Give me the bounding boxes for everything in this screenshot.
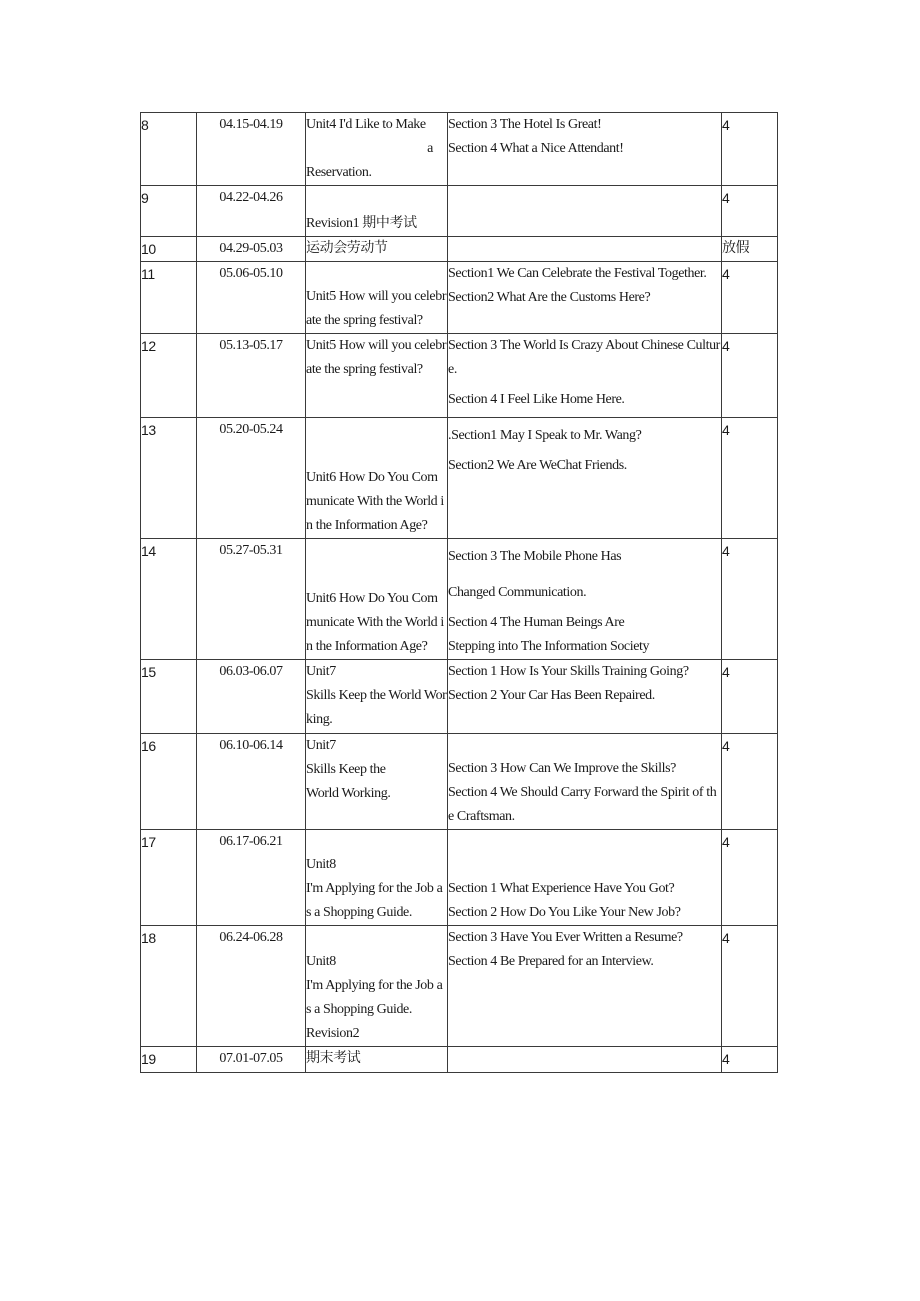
date-range: 05.20-05.24 [197, 418, 306, 539]
date-range: 06.10-06.14 [197, 734, 306, 830]
hours-cell: 4 [722, 830, 778, 926]
table-row [141, 418, 778, 539]
table-row [141, 186, 778, 237]
week-number: 13 [141, 418, 197, 539]
sections-cell: Section 1 How Is Your Skills Training Going? Section 2 Your Car Has Been Repaired. [448, 660, 722, 734]
week-number: 14 [141, 539, 197, 660]
hours-cell: 4 [722, 734, 778, 830]
sections-cell: Section 3 The World Is Crazy About Chinese Culture. Section 4 I Feel Like Home Here. [448, 334, 722, 418]
unit-cell: Unit8 I'm Applying for the Job as a Shopping Guide. [306, 830, 448, 926]
sections-cell: Section 3 Have You Ever Written a Resume? Section 4 Be Prepared for an Interview. [448, 926, 722, 1047]
unit-cell: Unit6 How Do You Communicate With the World in the Information Age? [306, 418, 448, 539]
table-row [141, 113, 778, 186]
date-range: 04.22-04.26 [197, 186, 306, 237]
date-range: 07.01-07.05 [197, 1047, 306, 1073]
sections-cell: Section1 We Can Celebrate the Festival Together. Section2 What Are the Customs Here? [448, 262, 722, 334]
sections-cell [448, 186, 722, 237]
hours-cell: 4 [722, 262, 778, 334]
week-number: 12 [141, 334, 197, 418]
date-range: 04.15-04.19 [197, 113, 306, 186]
week-number: 19 [141, 1047, 197, 1073]
sections-cell: Section 3 How Can We Improve the Skills? Section 4 We Should Carry Forward the Spirit of the Craftsman. [448, 734, 722, 830]
teaching-schedule-table [140, 112, 778, 1073]
unit-cell: 运动会劳动节 [306, 237, 448, 262]
week-number: 15 [141, 660, 197, 734]
table-row [141, 539, 778, 660]
sections-cell: Section 1 What Experience Have You Got? Section 2 How Do You Like Your New Job? [448, 830, 722, 926]
unit-cell: 期末考试 [306, 1047, 448, 1073]
unit-cell: Unit7 Skills Keep the World Working. [306, 734, 448, 830]
unit-cell: Unit5 How will you celebrate the spring festival? [306, 334, 448, 418]
unit-cell: Unit5 How will you celebrate the spring festival? [306, 262, 448, 334]
hours-cell: 放假 [722, 237, 778, 262]
sections-cell: Section 3 The Mobile Phone Has Changed Communication. Section 4 The Human Beings Are Stepping into The Information Society [448, 539, 722, 660]
hours-cell: 4 [722, 113, 778, 186]
table-row [141, 830, 778, 926]
table-row [141, 734, 778, 830]
sections-cell [448, 237, 722, 262]
sections-cell: Section 3 The Hotel Is Great! Section 4 What a Nice Attendant! [448, 113, 722, 186]
unit-cell: Revision1 期中考试 [306, 186, 448, 237]
date-range: 04.29-05.03 [197, 237, 306, 262]
hours-cell: 4 [722, 334, 778, 418]
week-number: 18 [141, 926, 197, 1047]
unit-cell: Unit8 I'm Applying for the Job as a Shopping Guide. Revision2 [306, 926, 448, 1047]
date-range: 06.03-06.07 [197, 660, 306, 734]
table-row [141, 1047, 778, 1073]
sections-cell: .Section1 May I Speak to Mr. Wang? Section2 We Are WeChat Friends. [448, 418, 722, 539]
hours-cell: 4 [722, 539, 778, 660]
week-number: 11 [141, 262, 197, 334]
date-range: 06.24-06.28 [197, 926, 306, 1047]
hours-cell: 4 [722, 1047, 778, 1073]
table-row [141, 926, 778, 1047]
unit-cell: Unit6 How Do You Communicate With the World in the Information Age? [306, 539, 448, 660]
hours-cell: 4 [722, 186, 778, 237]
week-number: 16 [141, 734, 197, 830]
unit-cell: Unit4 I'd Like to Make a Reservation. [306, 113, 448, 186]
hours-cell: 4 [722, 926, 778, 1047]
week-number: 9 [141, 186, 197, 237]
date-range: 05.13-05.17 [197, 334, 306, 418]
table-row [141, 262, 778, 334]
date-range: 05.27-05.31 [197, 539, 306, 660]
sections-cell [448, 1047, 722, 1073]
hours-cell: 4 [722, 660, 778, 734]
date-range: 06.17-06.21 [197, 830, 306, 926]
date-range: 05.06-05.10 [197, 262, 306, 334]
unit-cell: Unit7 Skills Keep the World Working. [306, 660, 448, 734]
week-number: 8 [141, 113, 197, 186]
hours-cell: 4 [722, 418, 778, 539]
table-row [141, 660, 778, 734]
week-number: 17 [141, 830, 197, 926]
table-row [141, 237, 778, 262]
week-number: 10 [141, 237, 197, 262]
table-row [141, 334, 778, 418]
